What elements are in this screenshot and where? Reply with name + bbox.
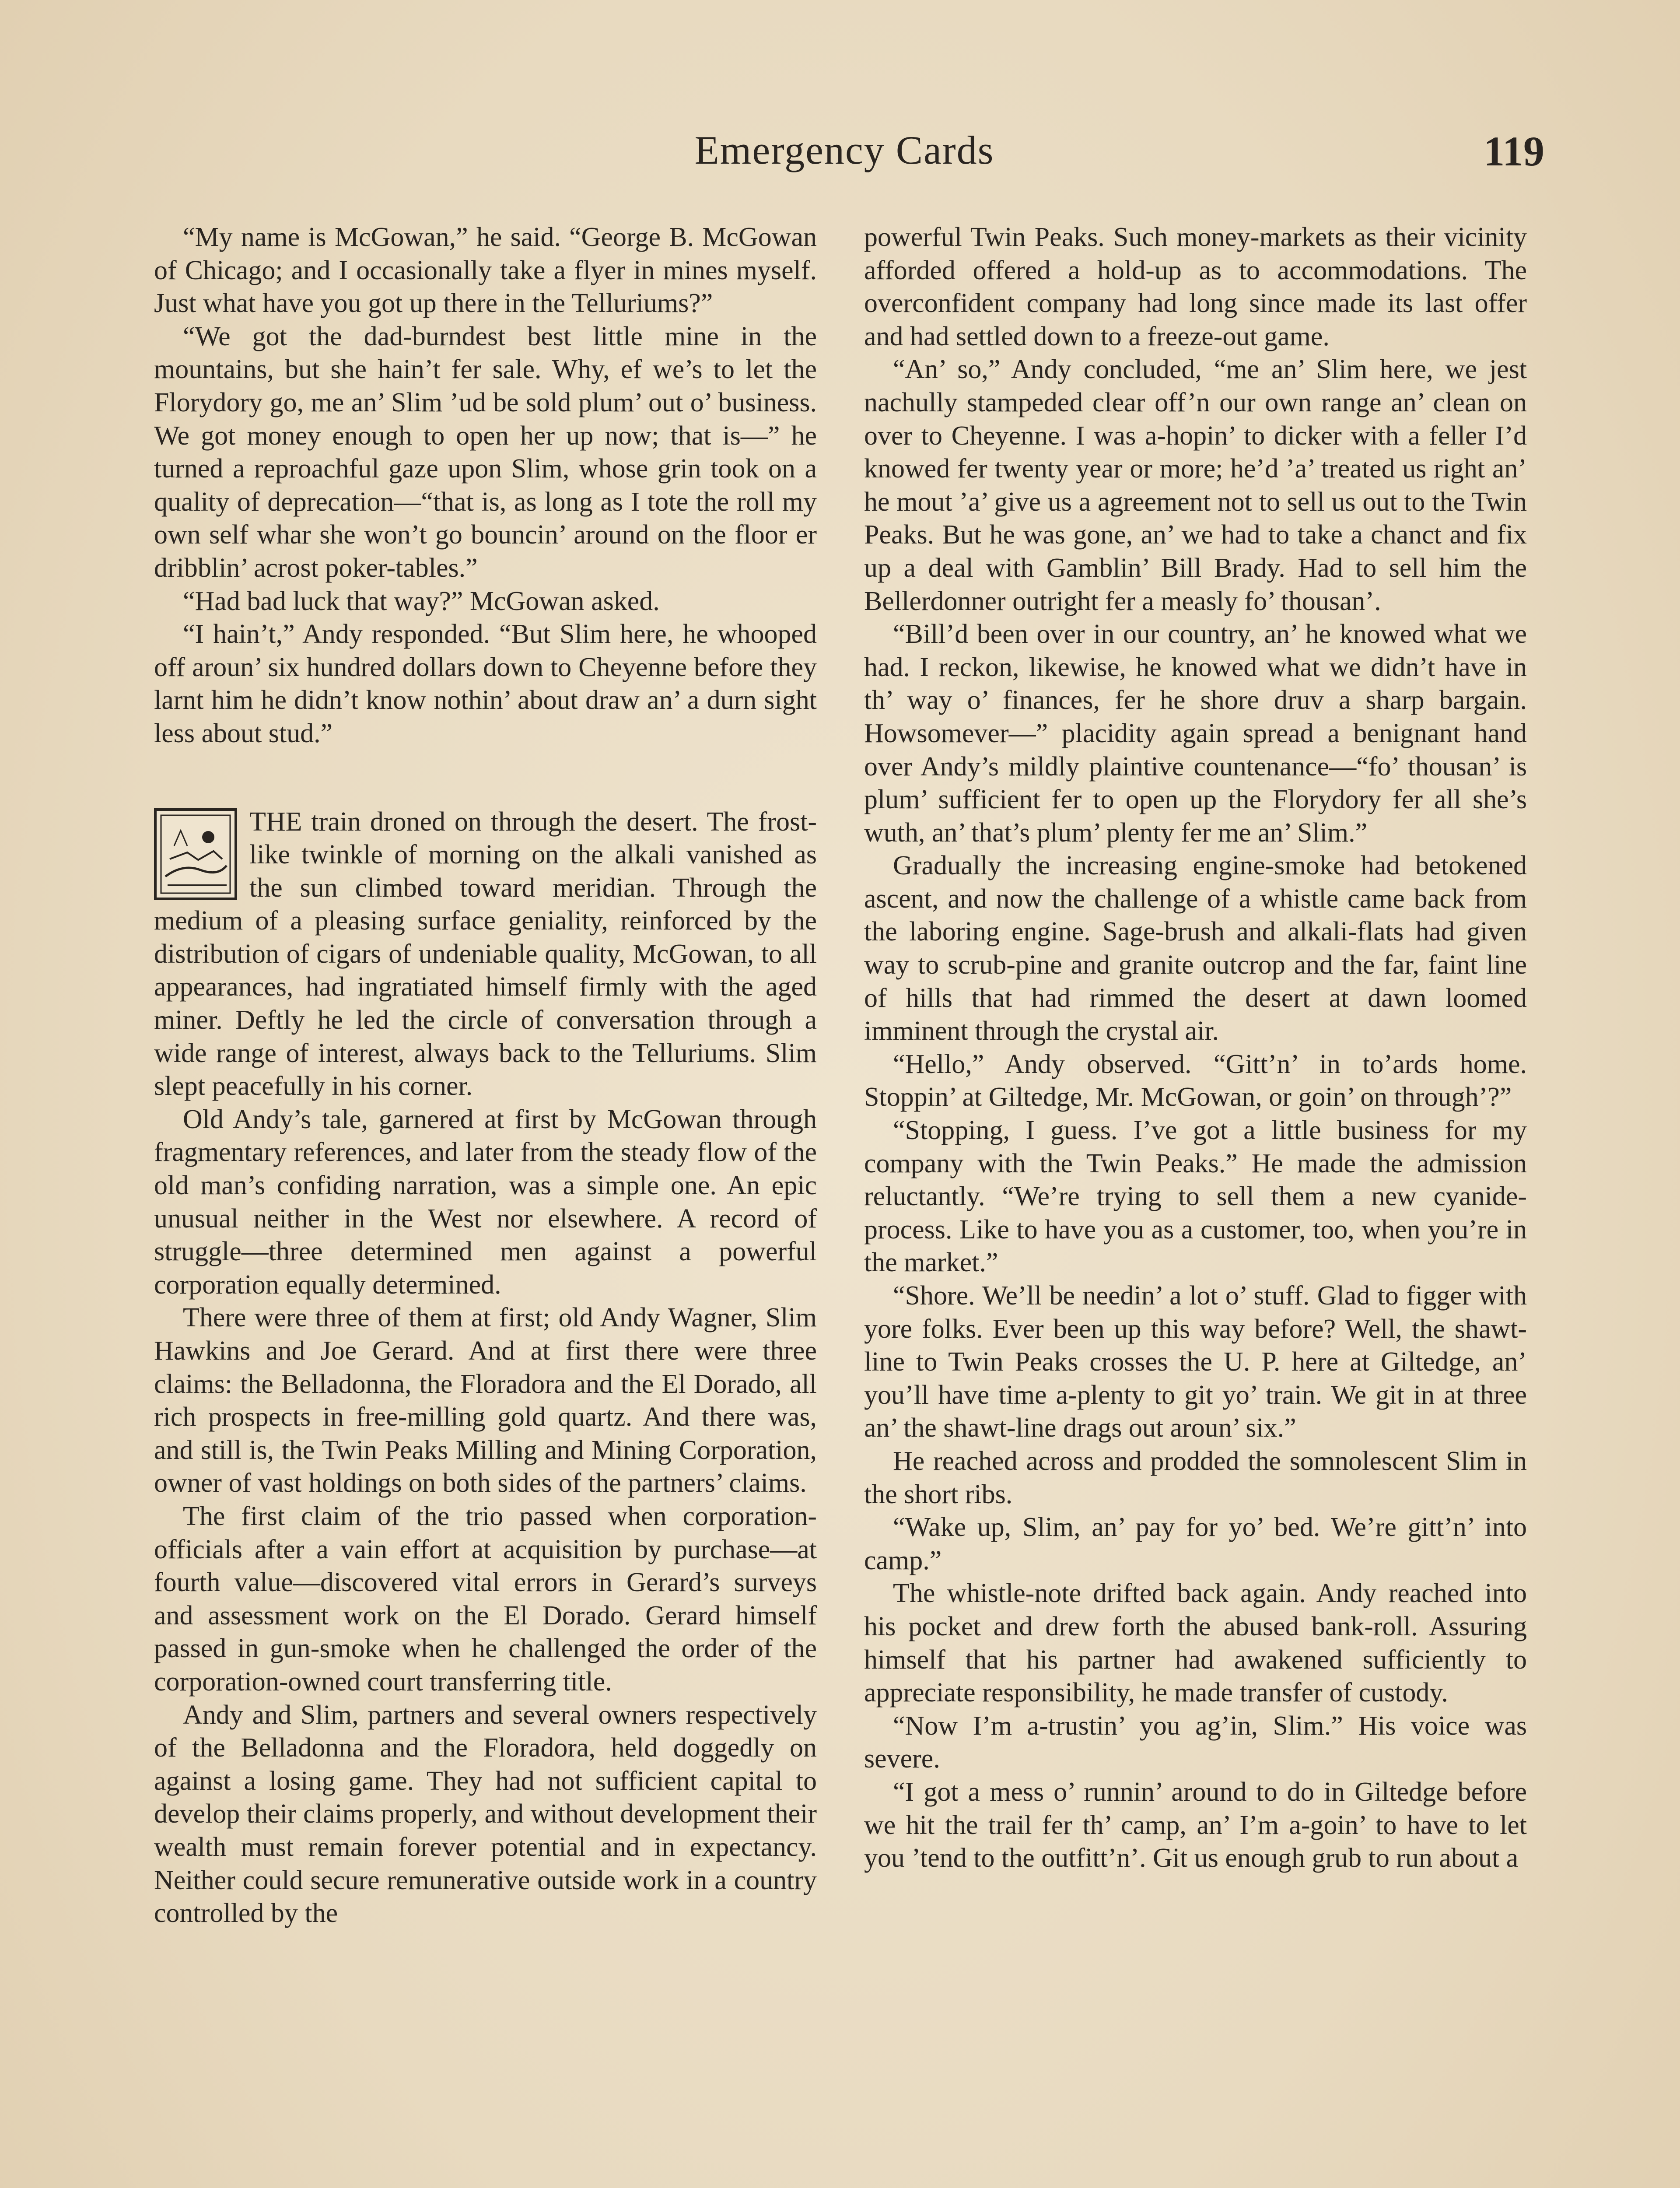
- paragraph: Old Andy’s tale, garnered at first by McGowan through fragmentary references, and later from the steady flow of the old man’s confiding narration, was a simple one. An epic unusual neither in the West nor elsewhere. A record of struggle—three determined men against a powerful corporation equally determined.: [154, 1104, 817, 1300]
- paragraph: “Stopping, I guess. I’ve got a little business for my company with the Twin Peaks.” He made the admission reluctantly. “We’re trying to sell them a new cyanide-process. Like to have you as a customer, too, when you’re in the market.”: [864, 1115, 1527, 1278]
- left-column: [154, 221, 817, 1930]
- paragraph: THE train droned on through the desert. The frost-like twinkle of morning on the alkali vanished as the sun climbed toward meridian. Through the medium of a pleasing surface geniality, reinforced by the distribution of cigars of undeniable quality, McGowan, to all appearances, had ingratiated himself firmly with the aged miner. Deftly he led the circle of conversation through a wide range of interest, always back to the Telluriums. Slim slept peacefully in his corner.: [154, 806, 817, 1101]
- ornamental-initial-icon: [154, 808, 237, 900]
- paragraph: “Shore. We’ll be needin’ a lot o’ stuff. Glad to figger with yore folks. Ever been up this way before? Well, the shawt-line to Twin Peaks crosses the U. P. here at Giltedge, an’ you’ll have time a-plenty to git yo’ train. We git in at three an’ the shawt-line drags out aroun’ six.”: [864, 1281, 1527, 1443]
- paragraph: “Bill’d been over in our country, an’ he knowed what we had. I reckon, likewise, he knowed what we didn’t have in th’ way o’ finances, fer he shore druv a sharp bargain. Howsomever—” placidity again spread a benignant hand over Andy’s mildly plaintive countenance—“fo’ thousan’ is plum’ sufficient fer to open up the Florydory fer all she’s wuth, an’ that’s plum’ plenty fer me an’ Slim.”: [864, 619, 1527, 848]
- section-opening: [154, 806, 817, 1103]
- paragraph: There were three of them at first; old Andy Wagner, Slim Hawkins and Joe Gerard. And at first there were three claims: the Belladonna, the Floradora and the El Dorado, all rich prospects in free-milling gold quartz. And there was, and still is, the Twin Peaks Milling and Mining Corporation, owner of vast holdings on both sides of the partners’ claims.: [154, 1303, 817, 1498]
- paragraph: He reached across and prodded the somnolescent Slim in the short ribs.: [864, 1446, 1527, 1509]
- paragraph: Andy and Slim, partners and several owners respectively of the Belladonna and the Floradora, held doggedly on against a losing game. They had not sufficient capital to develop their claims properly, and without development their wealth must remain forever potential and in expectancy. Neither could secure remunerative outside work in a country controlled by the: [154, 1700, 817, 1929]
- paragraph: “We got the dad-burndest best little mine in the mountains, but she hain’t fer sale. Why, ef we’s to let the Florydory go, me an’ Slim ’ud be sold plum’ out o’ business. We got money enough to open her up now; that is—” he turned a reproachful gaze upon Slim, whose grin took on a quality of deprecation—“that is, as long as I tote the roll my own self whar she won’t go bouncin’ around on the floor er dribblin’ acrost poker-tables.”: [154, 321, 817, 583]
- right-column: [864, 221, 1527, 1875]
- section-break: [154, 750, 817, 806]
- paragraph: “Now I’m a-trustin’ you ag’in, Slim.” His voice was severe.: [864, 1711, 1527, 1774]
- paragraph: “Had bad luck that way?” McGowan asked.: [183, 586, 660, 616]
- paragraph: The first claim of the trio passed when corporation-officials after a vain effort at acquisition by purchase—at fourth value—discovered vital errors in Gerard’s surveys and assessment work on the El Dorado. Gerard himself passed in gun-smoke when he challenged the order of the corporation-owned court transferring title.: [154, 1501, 817, 1697]
- paragraph: “Hello,” Andy observed. “Gitt’n’ in to’ards home. Stoppin’ at Giltedge, Mr. McGowan, or goin’ on through’?”: [864, 1049, 1527, 1112]
- paragraph: powerful Twin Peaks. Such money-markets as their vicinity afforded offered a hold-up as to accommodations. The overconfident company had long since made its last offer and had settled down to a freeze-out game.: [864, 222, 1527, 351]
- paragraph: “My name is McGowan,” he said. “George B. McGowan of Chicago; and I occasionally take a flyer in mines myself. Just what have you got up there in the Telluriums?”: [154, 222, 817, 319]
- page-number: 119: [1484, 128, 1544, 175]
- running-title: Emergency Cards: [694, 128, 994, 172]
- paragraph: Gradually the increasing engine-smoke had betokened ascent, and now the challenge of a whistle came back from the laboring engine. Sage-brush and alkali-flats had given way to scrub-pine and granite outcrop and the far, faint line of hills that had rimmed the desert at dawn loomed imminent through the crystal air.: [864, 851, 1527, 1046]
- paragraph: “I hain’t,” Andy responded. “But Slim here, he whooped off aroun’ six hundred dollars down to Cheyenne before they larnt him he didn’t know nothin’ about draw an’ a durn sight less about stud.”: [154, 619, 817, 748]
- paragraph: “I got a mess o’ runnin’ around to do in Giltedge before we hit the trail fer th’ camp, an’ I’m a-goin’ to have to let you ’tend to the outfitt’n’. Git us enough grub to run about a: [864, 1777, 1527, 1873]
- paragraph: The whistle-note drifted back again. Andy reached into his pocket and drew forth the abused bank-roll. Assuring himself that his partner had awakened sufficiently to appreciate responsibility, he made transfer of custody.: [864, 1578, 1527, 1708]
- paragraph: “Wake up, Slim, an’ pay for yo’ bed. We’re gitt’n’ into camp.”: [864, 1512, 1527, 1575]
- paragraph: “An’ so,” Andy concluded, “me an’ Slim here, we jest nachully stampeded clear off’n our own range an’ clean on over to Cheyenne. I was a-hopin’ to dicker with a feller I’d knowed fer twenty year or more; he’d ’a’ treated us right an’ he mout ’a’ give us a agreement not to sell us out to the Twin Peaks. But he was gone, an’ we had to take a chanct and fix up a deal with Gamblin’ Bill Brady. Had to sell him the Bellerdonner outright fer a measly fo’ thousan’.: [864, 354, 1527, 616]
- running-head: [0, 127, 1680, 184]
